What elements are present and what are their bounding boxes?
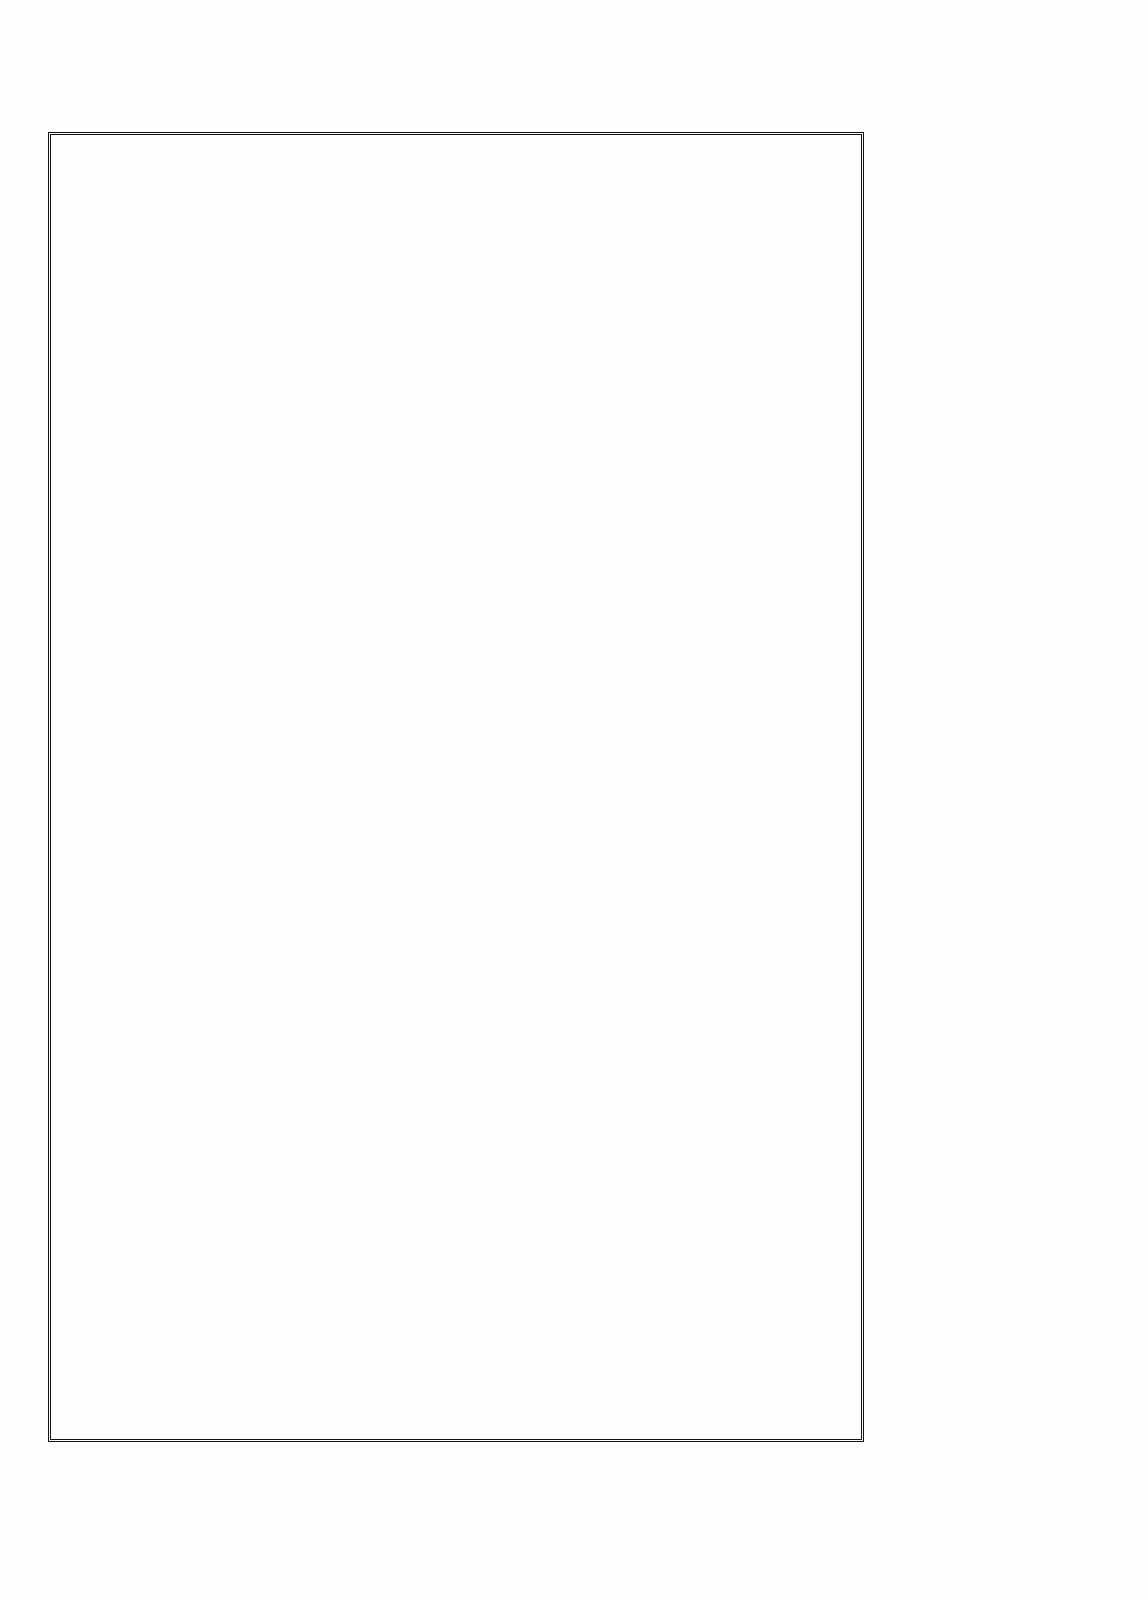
main-text — [59, 143, 853, 1431]
text-frame — [48, 132, 864, 1442]
